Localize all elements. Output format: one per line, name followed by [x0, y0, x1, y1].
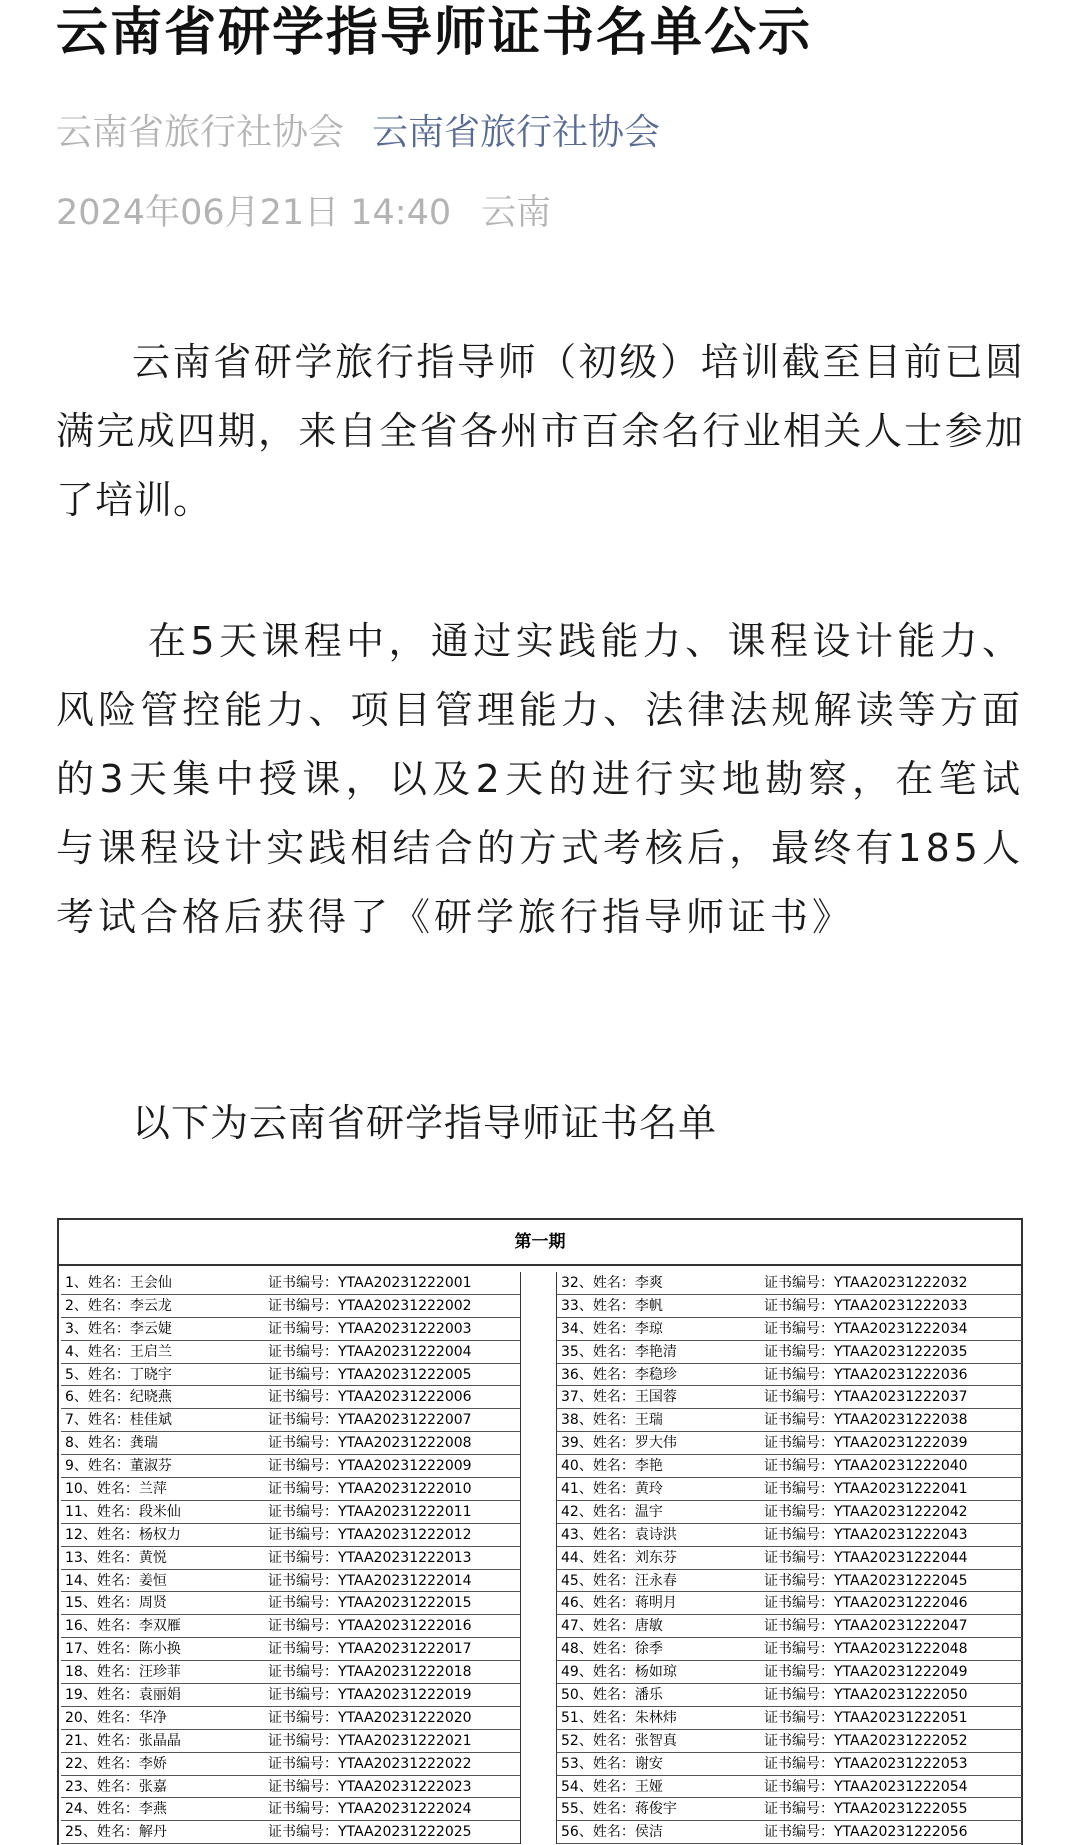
certificate-number: 证书编号：YTAA20231222043: [764, 1526, 968, 1543]
certificate-holder: 44、姓名：刘东芬: [561, 1549, 677, 1566]
certificate-number: 证书编号：YTAA20231222019: [268, 1687, 472, 1704]
certificate-holder: 22、姓名：李娇: [65, 1755, 167, 1772]
certificate-number: 证书编号：YTAA20231222053: [764, 1755, 968, 1772]
certificate-holder: 10、姓名：兰萍: [65, 1481, 167, 1498]
certificate-holder: 42、姓名：温宇: [561, 1503, 663, 1520]
certificate-holder: 35、姓名：李艳清: [561, 1343, 677, 1360]
certificate-row: [61, 1432, 520, 1455]
certificate-holder: 9、姓名：董淑芬: [65, 1458, 172, 1475]
certificate-number: 证书编号：YTAA20231222036: [764, 1366, 968, 1383]
certificate-holder: 45、姓名：汪永春: [561, 1572, 677, 1589]
certificate-row: [557, 1432, 1022, 1455]
certificate-row: [557, 1386, 1022, 1409]
article-title: 云南省研学指导师证书名单公示: [56, 3, 813, 63]
certificate-row: [61, 1821, 520, 1844]
certificate-row: [557, 1547, 1022, 1570]
certificate-number: 证书编号：YTAA20231222045: [764, 1572, 968, 1589]
certificate-number: 证书编号：YTAA20231222011: [268, 1503, 472, 1520]
certificate-row: [61, 1501, 520, 1524]
certificate-row: [557, 1798, 1022, 1821]
certificate-number: 证书编号：YTAA20231222055: [764, 1801, 968, 1818]
certificate-holder: 16、姓名：李双雁: [65, 1618, 181, 1635]
certificate-number: 证书编号：YTAA20231222024: [268, 1801, 472, 1818]
certificate-number: 证书编号：YTAA20231222007: [268, 1412, 472, 1429]
certificate-row: [61, 1409, 520, 1432]
certificate-number: 证书编号：YTAA20231222025: [268, 1824, 472, 1841]
certificate-number: 证书编号：YTAA20231222013: [268, 1549, 472, 1566]
certificate-number: 证书编号：YTAA20231222001: [268, 1275, 472, 1291]
certificate-row: [557, 1615, 1022, 1638]
certificate-list-image[interactable]: [57, 1218, 1023, 1845]
certificate-holder: 32、姓名：李爽: [561, 1275, 663, 1291]
certificate-row: [557, 1707, 1022, 1730]
certificate-holder: 34、姓名：李琼: [561, 1320, 663, 1337]
certificate-row: [61, 1707, 520, 1730]
certificate-holder: 17、姓名：陈小换: [65, 1641, 181, 1658]
article-author: 云南省旅行社协会: [56, 112, 345, 153]
publish-location: 云南: [481, 193, 552, 233]
certificate-row: [557, 1341, 1022, 1364]
certificate-holder: 3、姓名：李云婕: [65, 1320, 172, 1337]
certificate-row: [557, 1570, 1022, 1593]
certificate-row: [557, 1753, 1022, 1776]
certificate-holder: 53、姓名：谢安: [561, 1755, 663, 1772]
certificate-number: 证书编号：YTAA20231222020: [268, 1709, 472, 1726]
certificate-holder: 52、姓名：张智真: [561, 1732, 677, 1749]
certificate-number: 证书编号：YTAA20231222038: [764, 1412, 968, 1429]
certificate-holder: 54、姓名：王娅: [561, 1778, 663, 1795]
certificate-holder: 37、姓名：王国蓉: [561, 1389, 677, 1406]
certificate-holder: 33、姓名：李帆: [561, 1297, 663, 1314]
certificate-holder: 21、姓名：张晶晶: [65, 1732, 181, 1749]
certificate-holder: 49、姓名：杨如琼: [561, 1664, 677, 1681]
certificate-number: 证书编号：YTAA20231222042: [764, 1503, 968, 1520]
certificate-number: 证书编号：YTAA20231222051: [764, 1709, 968, 1726]
certificate-number: 证书编号：YTAA20231222039: [764, 1435, 968, 1452]
certificate-number: 证书编号：YTAA20231222017: [268, 1641, 472, 1658]
certificate-row: [61, 1570, 520, 1593]
certificate-row: [557, 1318, 1022, 1341]
certificate-row: [557, 1638, 1022, 1661]
certificate-row: [61, 1684, 520, 1707]
certificate-number: 证书编号：YTAA20231222046: [764, 1595, 968, 1612]
certificate-number: 证书编号：YTAA20231222021: [268, 1732, 472, 1749]
certificate-number: 证书编号：YTAA20231222041: [764, 1481, 968, 1498]
certificate-holder: 18、姓名：汪珍菲: [65, 1664, 181, 1681]
paragraph-list-intro: 以下为云南省研学指导师证书名单: [132, 1101, 718, 1145]
certificate-row: [61, 1295, 520, 1318]
certificate-number: 证书编号：YTAA20231222015: [268, 1595, 472, 1612]
certificate-holder: 51、姓名：朱林炜: [561, 1709, 677, 1726]
certificate-number: 证书编号：YTAA20231222012: [268, 1526, 472, 1543]
certificate-holder: 55、姓名：蒋俊宇: [561, 1801, 677, 1818]
certificate-number: 证书编号：YTAA20231222022: [268, 1755, 472, 1772]
paragraph-intro: 云南省研学旅行指导师（初级）培训截至目前已圆满完成四期，来自全省各州市百余名行业相关人士参加了培训。: [56, 340, 1024, 522]
certificate-row: [61, 1592, 520, 1615]
certificate-row: [557, 1730, 1022, 1753]
certificate-column-right: [556, 1272, 1022, 1844]
certificate-row: [61, 1547, 520, 1570]
certificate-row: [61, 1272, 520, 1295]
certificate-number: 证书编号：YTAA20231222002: [268, 1297, 472, 1314]
certificate-number: 证书编号：YTAA20231222052: [764, 1732, 968, 1749]
certificate-holder: 56、姓名：侯洁: [561, 1824, 663, 1841]
certificate-number: 证书编号：YTAA20231222049: [764, 1664, 968, 1681]
certificate-row: [557, 1684, 1022, 1707]
certificate-number: 证书编号：YTAA20231222044: [764, 1549, 968, 1566]
certificate-holder: 2、姓名：李云龙: [65, 1297, 172, 1314]
certificate-holder: 13、姓名：黄悦: [65, 1549, 167, 1566]
certificate-row: [61, 1386, 520, 1409]
certificate-number: 证书编号：YTAA20231222008: [268, 1435, 472, 1452]
certificate-number: 证书编号：YTAA20231222032: [764, 1275, 968, 1291]
certificate-holder: 24、姓名：李燕: [65, 1801, 167, 1818]
certificate-row: [61, 1638, 520, 1661]
publish-datetime: 2024年06月21日 14:40: [56, 193, 452, 233]
certificate-row: [557, 1501, 1022, 1524]
certificate-row: [557, 1455, 1022, 1478]
certificate-holder: 5、姓名：丁晓宇: [65, 1366, 172, 1383]
certificate-holder: 6、姓名：纪晓燕: [65, 1389, 172, 1406]
certificate-holder: 15、姓名：周贤: [65, 1595, 167, 1612]
certificate-holder: 36、姓名：李稳珍: [561, 1366, 677, 1383]
certificate-row: [557, 1478, 1022, 1501]
certificate-holder: 38、姓名：王瑞: [561, 1412, 663, 1429]
certificate-row: [557, 1776, 1022, 1799]
certificate-number: 证书编号：YTAA20231222034: [764, 1320, 968, 1337]
certificate-row: [61, 1753, 520, 1776]
certificate-row: [61, 1615, 520, 1638]
certificate-holder: 48、姓名：徐季: [561, 1641, 663, 1658]
period-title: 第一期: [59, 1220, 1021, 1266]
paragraph-course: 在5天课程中，通过实践能力、课程设计能力、风险管控能力、项目管理能力、法律法规解读等方面的3天集中授课，以及2天的进行实地勘察，在笔试与课程设计实践相结合的方式考核后，最终有185人考试合格后获得了《研学旅行指导师证书》: [56, 619, 1024, 939]
certificate-number: 证书编号：YTAA20231222004: [268, 1343, 472, 1360]
certificate-holder: 7、姓名：桂佳斌: [65, 1412, 172, 1429]
certificate-number: 证书编号：YTAA20231222056: [764, 1824, 968, 1841]
certificate-row: [61, 1341, 520, 1364]
certificate-holder: 8、姓名：龚瑞: [65, 1435, 158, 1452]
certificate-number: 证书编号：YTAA20231222050: [764, 1687, 968, 1704]
certificate-row: [557, 1409, 1022, 1432]
certificate-number: 证书编号：YTAA20231222003: [268, 1320, 472, 1337]
certificate-holder: 11、姓名：段米仙: [65, 1503, 181, 1520]
certificate-row: [557, 1524, 1022, 1547]
certificate-holder: 14、姓名：姜恒: [65, 1572, 167, 1589]
certificate-row: [557, 1364, 1022, 1387]
certificate-number: 证书编号：YTAA20231222035: [764, 1343, 968, 1360]
certificate-holder: 40、姓名：李艳: [561, 1458, 663, 1475]
certificate-holder: 25、姓名：解丹: [65, 1824, 167, 1841]
certificate-holder: 46、姓名：蒋明月: [561, 1595, 677, 1612]
certificate-holder: 12、姓名：杨权力: [65, 1526, 181, 1543]
certificate-row: [557, 1272, 1022, 1295]
certificate-holder: 20、姓名：华净: [65, 1709, 167, 1726]
certificate-number: 证书编号：YTAA20231222040: [764, 1458, 968, 1475]
certificate-holder: 50、姓名：潘乐: [561, 1687, 663, 1704]
certificate-row: [61, 1364, 520, 1387]
certificate-row: [61, 1661, 520, 1684]
certificate-row: [61, 1455, 520, 1478]
certificate-row: [61, 1318, 520, 1341]
certificate-number: 证书编号：YTAA20231222009: [268, 1458, 472, 1475]
article-meta: [56, 108, 660, 158]
certificate-holder: 39、姓名：罗大伟: [561, 1435, 677, 1452]
account-name-link[interactable]: 云南省旅行社协会: [372, 112, 661, 153]
certificate-row: [61, 1478, 520, 1501]
certificate-holder: 23、姓名：张嘉: [65, 1778, 167, 1795]
certificate-row: [61, 1524, 520, 1547]
certificate-row: [557, 1821, 1022, 1844]
certificate-number: 证书编号：YTAA20231222037: [764, 1389, 968, 1406]
certificate-row: [61, 1776, 520, 1799]
certificate-number: 证书编号：YTAA20231222006: [268, 1389, 472, 1406]
certificate-holder: 1、姓名：王会仙: [65, 1275, 172, 1291]
certificate-row: [61, 1730, 520, 1753]
certificate-column-left: [61, 1272, 521, 1844]
certificate-number: 证书编号：YTAA20231222033: [764, 1297, 968, 1314]
certificate-number: 证书编号：YTAA20231222048: [764, 1641, 968, 1658]
certificate-number: 证书编号：YTAA20231222047: [764, 1618, 968, 1635]
certificate-row: [557, 1295, 1022, 1318]
certificate-holder: 4、姓名：王启兰: [65, 1343, 172, 1360]
certificate-holder: 19、姓名：袁丽娟: [65, 1687, 181, 1704]
certificate-holder: 41、姓名：黄玲: [561, 1481, 663, 1498]
certificate-holder: 47、姓名：唐敏: [561, 1618, 663, 1635]
certificate-row: [557, 1592, 1022, 1615]
certificate-number: 证书编号：YTAA20231222005: [268, 1366, 472, 1383]
certificate-number: 证书编号：YTAA20231222014: [268, 1572, 472, 1589]
certificate-number: 证书编号：YTAA20231222018: [268, 1664, 472, 1681]
certificate-number: 证书编号：YTAA20231222023: [268, 1778, 472, 1795]
certificate-number: 证书编号：YTAA20231222054: [764, 1778, 968, 1795]
certificate-row: [557, 1661, 1022, 1684]
certificate-number: 证书编号：YTAA20231222016: [268, 1618, 472, 1635]
certificate-holder: 43、姓名：袁诗洪: [561, 1526, 677, 1543]
certificate-number: 证书编号：YTAA20231222010: [268, 1481, 472, 1498]
publish-info: [56, 188, 551, 238]
certificate-row: [61, 1798, 520, 1821]
